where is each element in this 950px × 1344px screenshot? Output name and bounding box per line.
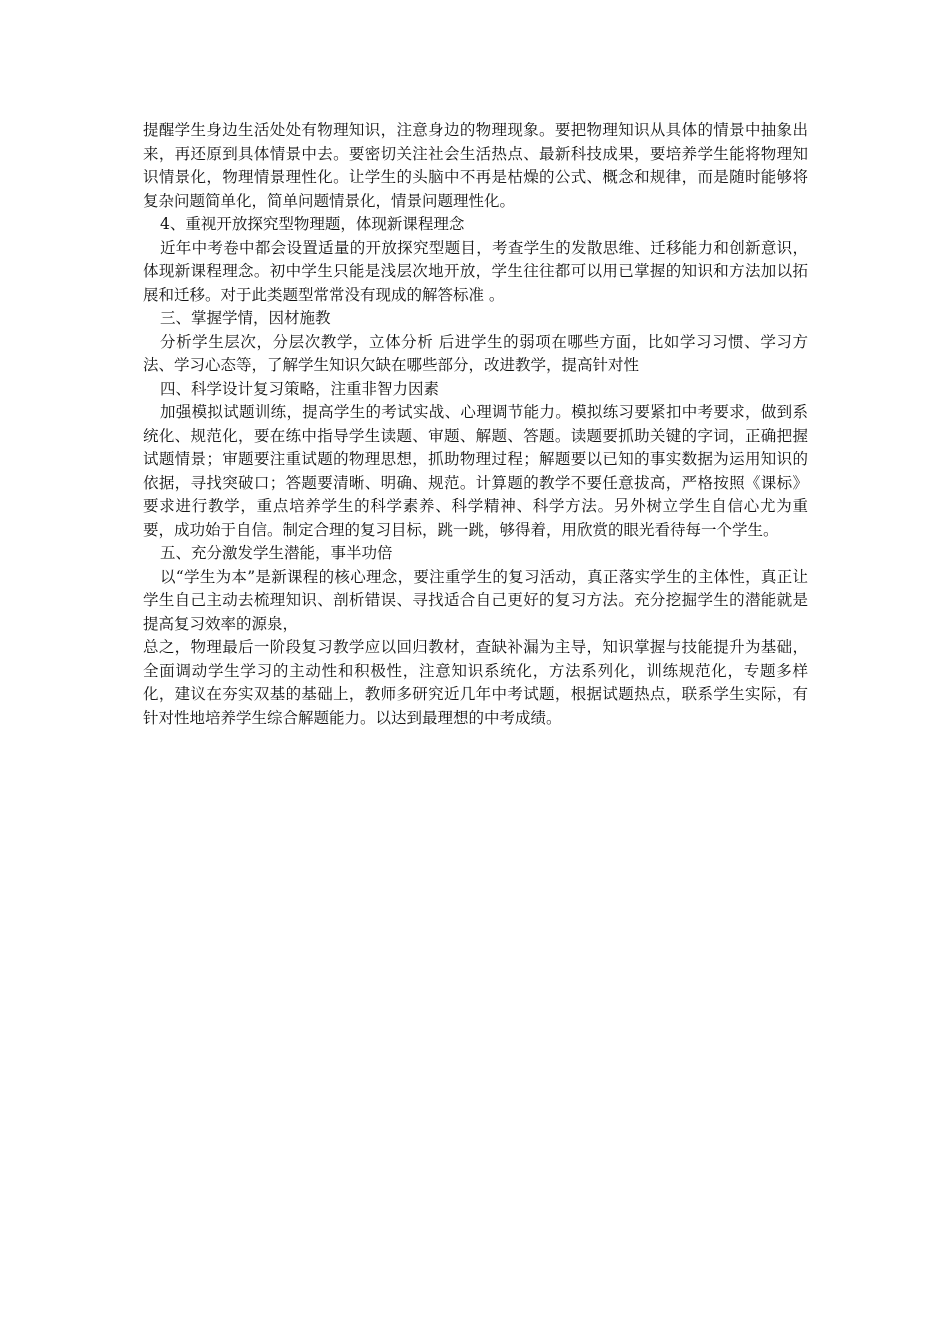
heading-student-situation: 三、掌握学情，因材施教 (160, 309, 331, 327)
paragraph-conclusion: 总之，物理最后一阶段复习教学应以回归教材，查缺补漏为主导，知识掌握与技能提升为基础，全面调动学生学习的主动性和积极性，注意知识系统化，方法系列化，训练规范化，专题多样化，建议在夯实双基的基础上，教师多研究近几年中考试题，根据试题热点，联系学生实际，有针对性地培养学生综合解题能力。以达到最理想的中考成绩。 (143, 638, 808, 727)
paragraph-review-strategy: 加强模拟试题训练，提高学生的考试实战、心理调节能力。模拟练习要紧扣中考要求，做到系统化、规范化，要在练中指导学生读题、审题、解题、答题。读题要抓助关键的字词，正确把握试题情景；审题要注重试题的物理思想，抓助物理过程；解题要以已知的事实数据为运用知识的依据，寻找突破口；答题要清晰、明确、规范。计算题的教学不要任意拔高，严格按照《课标》要求进行教学，重点培养学生的科学素养、科学精神、科学方法。另外树立学生自信心尤为重要，成功始于自信。制定合理的复习目标，跳一跳，够得着，用欣赏的眼光看待每一个学生。 (143, 403, 808, 539)
heading-student-potential: 五、充分激发学生潜能，事半功倍 (160, 544, 393, 562)
paragraph-student-situation: 分析学生层次，分层次教学，立体分析 后进学生的弱项在哪些方面，比如学习习惯、学习方法、学习心态等，了解学生知识欠缺在哪些部分，改进教学，提高针对性 (143, 332, 808, 374)
heading-open-inquiry: 4、重视开放探究型物理题，体现新课程理念 (160, 215, 465, 233)
paragraph-open-inquiry: 近年中考卷中都会设置适量的开放探究型题目，考查学生的发散思维、迁移能力和创新意识，体现新课程理念。初中学生只能是浅层次地开放，学生往往都可以用已掌握的知识和方法加以拓展和迁移。对于此类题型常常没有现成的解答标准 。 (143, 238, 808, 304)
document-body (143, 119, 808, 730)
heading-review-strategy: 四、科学设计复习策略，注重非智力因素 (160, 379, 440, 398)
paragraph-intro: 提醒学生身边生活处处有物理知识，注意身边的物理现象。要把物理知识从具体的情景中抽象出来，再还原到具体情景中去。要密切关注社会生活热点、最新科技成果，要培养学生能将物理知识情景化，物理情景理性化。让学生的头脑中不再是枯燥的公式、概念和规律，而是随时能够将复杂问题简单化，简单问题情景化，情景问题理性化。 (143, 121, 808, 210)
paragraph-student-potential: 以“学生为本”是新课程的核心理念，要注重学生的复习活动，真正落实学生的主体性，真正让学生自己主动去梳理知识、剖析错误、寻找适合自己更好的复习方法。充分挖掘学生的潜能就是提高复习效率的源泉， (143, 567, 808, 633)
